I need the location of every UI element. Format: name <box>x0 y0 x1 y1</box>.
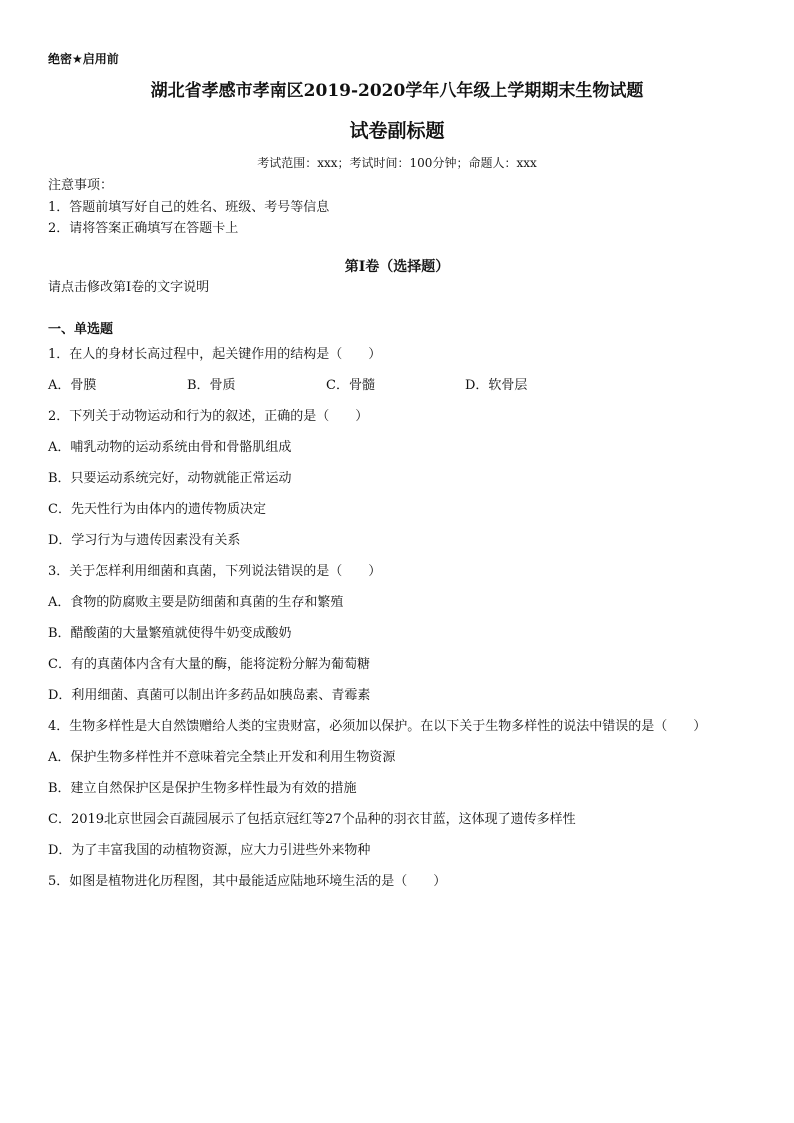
notes-block <box>48 175 329 240</box>
question-option: C．先天性行为由体内的遗传物质决定 <box>48 502 266 517</box>
question-option: B．醋酸菌的大量繁殖就使得牛奶变成酸奶 <box>48 626 292 641</box>
question-stem: 2．下列关于动物运动和行为的叙述，正确的是（ ） <box>48 409 369 424</box>
question-stem: 4．生物多样性是大自然馈赠给人类的宝贵财富，必须加以保护。在以下关于生物多样性的说法中错误的是（ ） <box>48 719 707 734</box>
section-title: 第I卷（选择题） <box>344 259 450 275</box>
question-option: C．有的真菌体内含有大量的酶，能将淀粉分解为葡萄糖 <box>48 657 370 672</box>
notes-heading: 注意事项： <box>48 178 114 193</box>
question-option: D．利用细菌、真菌可以制出许多药品如胰岛素、青霉素 <box>48 688 371 703</box>
question-option: A．食物的防腐败主要是防细菌和真菌的生存和繁殖 <box>48 595 344 610</box>
exam-subtitle: 试卷副标题 <box>349 120 445 142</box>
question-stem: 1．在人的身材长高过程中，起关键作用的结构是（ ） <box>48 347 382 362</box>
question-stem: 3．关于怎样利用细菌和真菌，下列说法错误的是（ ） <box>48 564 382 579</box>
confidential-label: 绝密★启用前 <box>48 52 119 66</box>
question-option: D．学习行为与遗传因素没有关系 <box>48 533 241 548</box>
question-option: A．保护生物多样性并不意味着完全禁止开发和利用生物资源 <box>48 750 396 765</box>
exam-title: 湖北省孝感市孝南区2019-2020学年八年级上学期期末生物试题 <box>150 81 644 101</box>
part-title: 一、单选题 <box>48 322 114 337</box>
question-option: C．骨髓 <box>326 378 375 393</box>
question-option: B．骨质 <box>187 378 236 393</box>
question-option: B．只要运动系统完好，动物就能正常运动 <box>48 471 292 486</box>
question-option: C．2019北京世园会百蔬园展示了包括京冠红等27个品种的羽衣甘蓝，这体现了遗传多样性 <box>48 812 576 827</box>
question-options-row <box>48 374 758 405</box>
question-list <box>48 343 758 901</box>
section-description: 请点击修改第I卷的文字说明 <box>48 280 210 295</box>
notes-item: 2．请将答案正确填写在答题卡上 <box>48 221 239 236</box>
notes-item: 1．答题前填写好自己的姓名、班级、考号等信息 <box>48 199 330 215</box>
question-option: A．哺乳动物的运动系统由骨和骨骼肌组成 <box>48 440 292 455</box>
question-option: B．建立自然保护区是保护生物多样性最为有效的措施 <box>48 781 357 796</box>
question-stem: 5．如图是植物进化历程图，其中最能适应陆地环境生活的是（ ） <box>48 874 447 889</box>
question-option: D．软骨层 <box>465 378 528 393</box>
question-option: D．为了丰富我国的动植物资源，应大力引进些外来物种 <box>48 843 371 858</box>
exam-meta-info: 考试范围：xxx；考试时间：100分钟；命题人：xxx <box>257 156 537 170</box>
question-option: A．骨膜 <box>48 378 97 393</box>
